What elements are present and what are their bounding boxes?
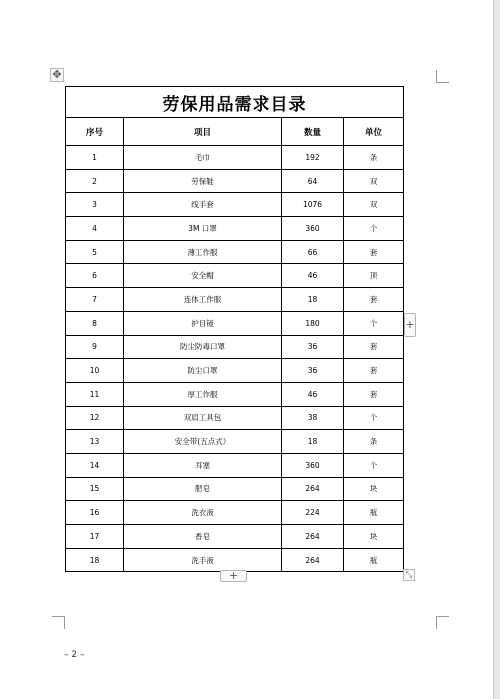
- column-header: 项目: [124, 118, 282, 146]
- table-cell: 个: [344, 217, 404, 241]
- resize-icon: ⤡: [405, 570, 413, 579]
- table-row: [66, 169, 404, 193]
- table-cell: 块: [344, 477, 404, 501]
- margin-corner-bottom-right: [436, 616, 449, 629]
- table-cell: 18: [282, 430, 344, 454]
- table-cell: 个: [344, 406, 404, 430]
- table-cell: 64: [282, 169, 344, 193]
- plus-icon: +: [228, 569, 239, 582]
- table-cell: 耳塞: [124, 453, 282, 477]
- table-row: [66, 264, 404, 288]
- table-cell: 安全帽: [124, 264, 282, 288]
- move-icon: ✥: [52, 68, 62, 81]
- table-cell: 防尘口罩: [124, 359, 282, 383]
- table-cell: 肥皂: [124, 477, 282, 501]
- table-cell: 毛巾: [124, 146, 282, 170]
- table-cell: 3: [66, 193, 124, 217]
- table-cell: 46: [282, 382, 344, 406]
- table-cell: 香皂: [124, 525, 282, 549]
- table-row: [66, 311, 404, 335]
- table-row: [66, 193, 404, 217]
- table-cell: 个: [344, 453, 404, 477]
- table-cell: 套: [344, 335, 404, 359]
- table-row: [66, 525, 404, 549]
- margin-corner-bottom-left: [52, 616, 65, 629]
- column-header: 序号: [66, 118, 124, 146]
- table-cell: 1076: [282, 193, 344, 217]
- table-cell: 224: [282, 501, 344, 525]
- table-resize-handle[interactable]: [403, 569, 415, 581]
- table-cell: 1: [66, 146, 124, 170]
- page-edge: [493, 0, 500, 699]
- table-cell: 瓶: [344, 548, 404, 572]
- table-row: [66, 453, 404, 477]
- table-cell: 套: [344, 382, 404, 406]
- table-cell: 192: [282, 146, 344, 170]
- table-cell: 264: [282, 548, 344, 572]
- table-cell: 360: [282, 453, 344, 477]
- table-cell: 12: [66, 406, 124, 430]
- table-row: [66, 477, 404, 501]
- table-cell: 双: [344, 169, 404, 193]
- table-cell: 2: [66, 169, 124, 193]
- add-column-button[interactable]: [404, 313, 416, 337]
- requirements-table: [65, 86, 404, 572]
- table-cell: 瓶: [344, 501, 404, 525]
- table-cell: 13: [66, 430, 124, 454]
- table-row: [66, 217, 404, 241]
- table-row: [66, 382, 404, 406]
- table-cell: 11: [66, 382, 124, 406]
- table-cell: 36: [282, 359, 344, 383]
- table-cell: 顶: [344, 264, 404, 288]
- add-row-button[interactable]: [220, 570, 247, 582]
- table-row: [66, 501, 404, 525]
- table-move-handle[interactable]: [50, 68, 64, 82]
- table-cell: 16: [66, 501, 124, 525]
- table-cell: 36: [282, 335, 344, 359]
- table-cell: 套: [344, 240, 404, 264]
- table-cell: 条: [344, 430, 404, 454]
- table-cell: 360: [282, 217, 344, 241]
- table-cell: 180: [282, 311, 344, 335]
- table-cell: 洗手液: [124, 548, 282, 572]
- table-row: [66, 335, 404, 359]
- table-title: 劳保用品需求目录: [66, 87, 404, 118]
- table-cell: 护目镜: [124, 311, 282, 335]
- table-cell: 条: [344, 146, 404, 170]
- table-row: [66, 146, 404, 170]
- page-number: – 2 –: [64, 650, 85, 660]
- table-cell: 17: [66, 525, 124, 549]
- margin-corner-top-right: [436, 70, 449, 83]
- table-row: [66, 240, 404, 264]
- table-cell: 安全带(五点式）: [124, 430, 282, 454]
- table-cell: 块: [344, 525, 404, 549]
- table-cell: 套: [344, 288, 404, 312]
- table-cell: 双: [344, 193, 404, 217]
- table-cell: 套: [344, 359, 404, 383]
- table-cell: 厚工作服: [124, 382, 282, 406]
- table-cell: 双肩工具包: [124, 406, 282, 430]
- table-cell: 18: [282, 288, 344, 312]
- table-cell: 8: [66, 311, 124, 335]
- table-cell: 劳保鞋: [124, 169, 282, 193]
- table-cell: 4: [66, 217, 124, 241]
- table-cell: 15: [66, 477, 124, 501]
- table-cell: 线手套: [124, 193, 282, 217]
- table-cell: 264: [282, 477, 344, 501]
- table-cell: 10: [66, 359, 124, 383]
- table-cell: 9: [66, 335, 124, 359]
- table-cell: 46: [282, 264, 344, 288]
- table-cell: 14: [66, 453, 124, 477]
- column-header: 数量: [282, 118, 344, 146]
- table-cell: 防尘防毒口罩: [124, 335, 282, 359]
- table-cell: 38: [282, 406, 344, 430]
- table-cell: 洗衣液: [124, 501, 282, 525]
- plus-icon: +: [405, 318, 415, 331]
- column-header: 单位: [344, 118, 404, 146]
- table-cell: 264: [282, 525, 344, 549]
- table-header-row: [66, 118, 404, 146]
- table-cell: 7: [66, 288, 124, 312]
- table-cell: 5: [66, 240, 124, 264]
- table-cell: 个: [344, 311, 404, 335]
- table-row: [66, 359, 404, 383]
- table-row: [66, 430, 404, 454]
- table-cell: 3M 口罩: [124, 217, 282, 241]
- table-cell: 连体工作服: [124, 288, 282, 312]
- table-cell: 66: [282, 240, 344, 264]
- table-cell: 薄工作服: [124, 240, 282, 264]
- table-row: [66, 406, 404, 430]
- table-row: [66, 288, 404, 312]
- table-cell: 18: [66, 548, 124, 572]
- table-cell: 6: [66, 264, 124, 288]
